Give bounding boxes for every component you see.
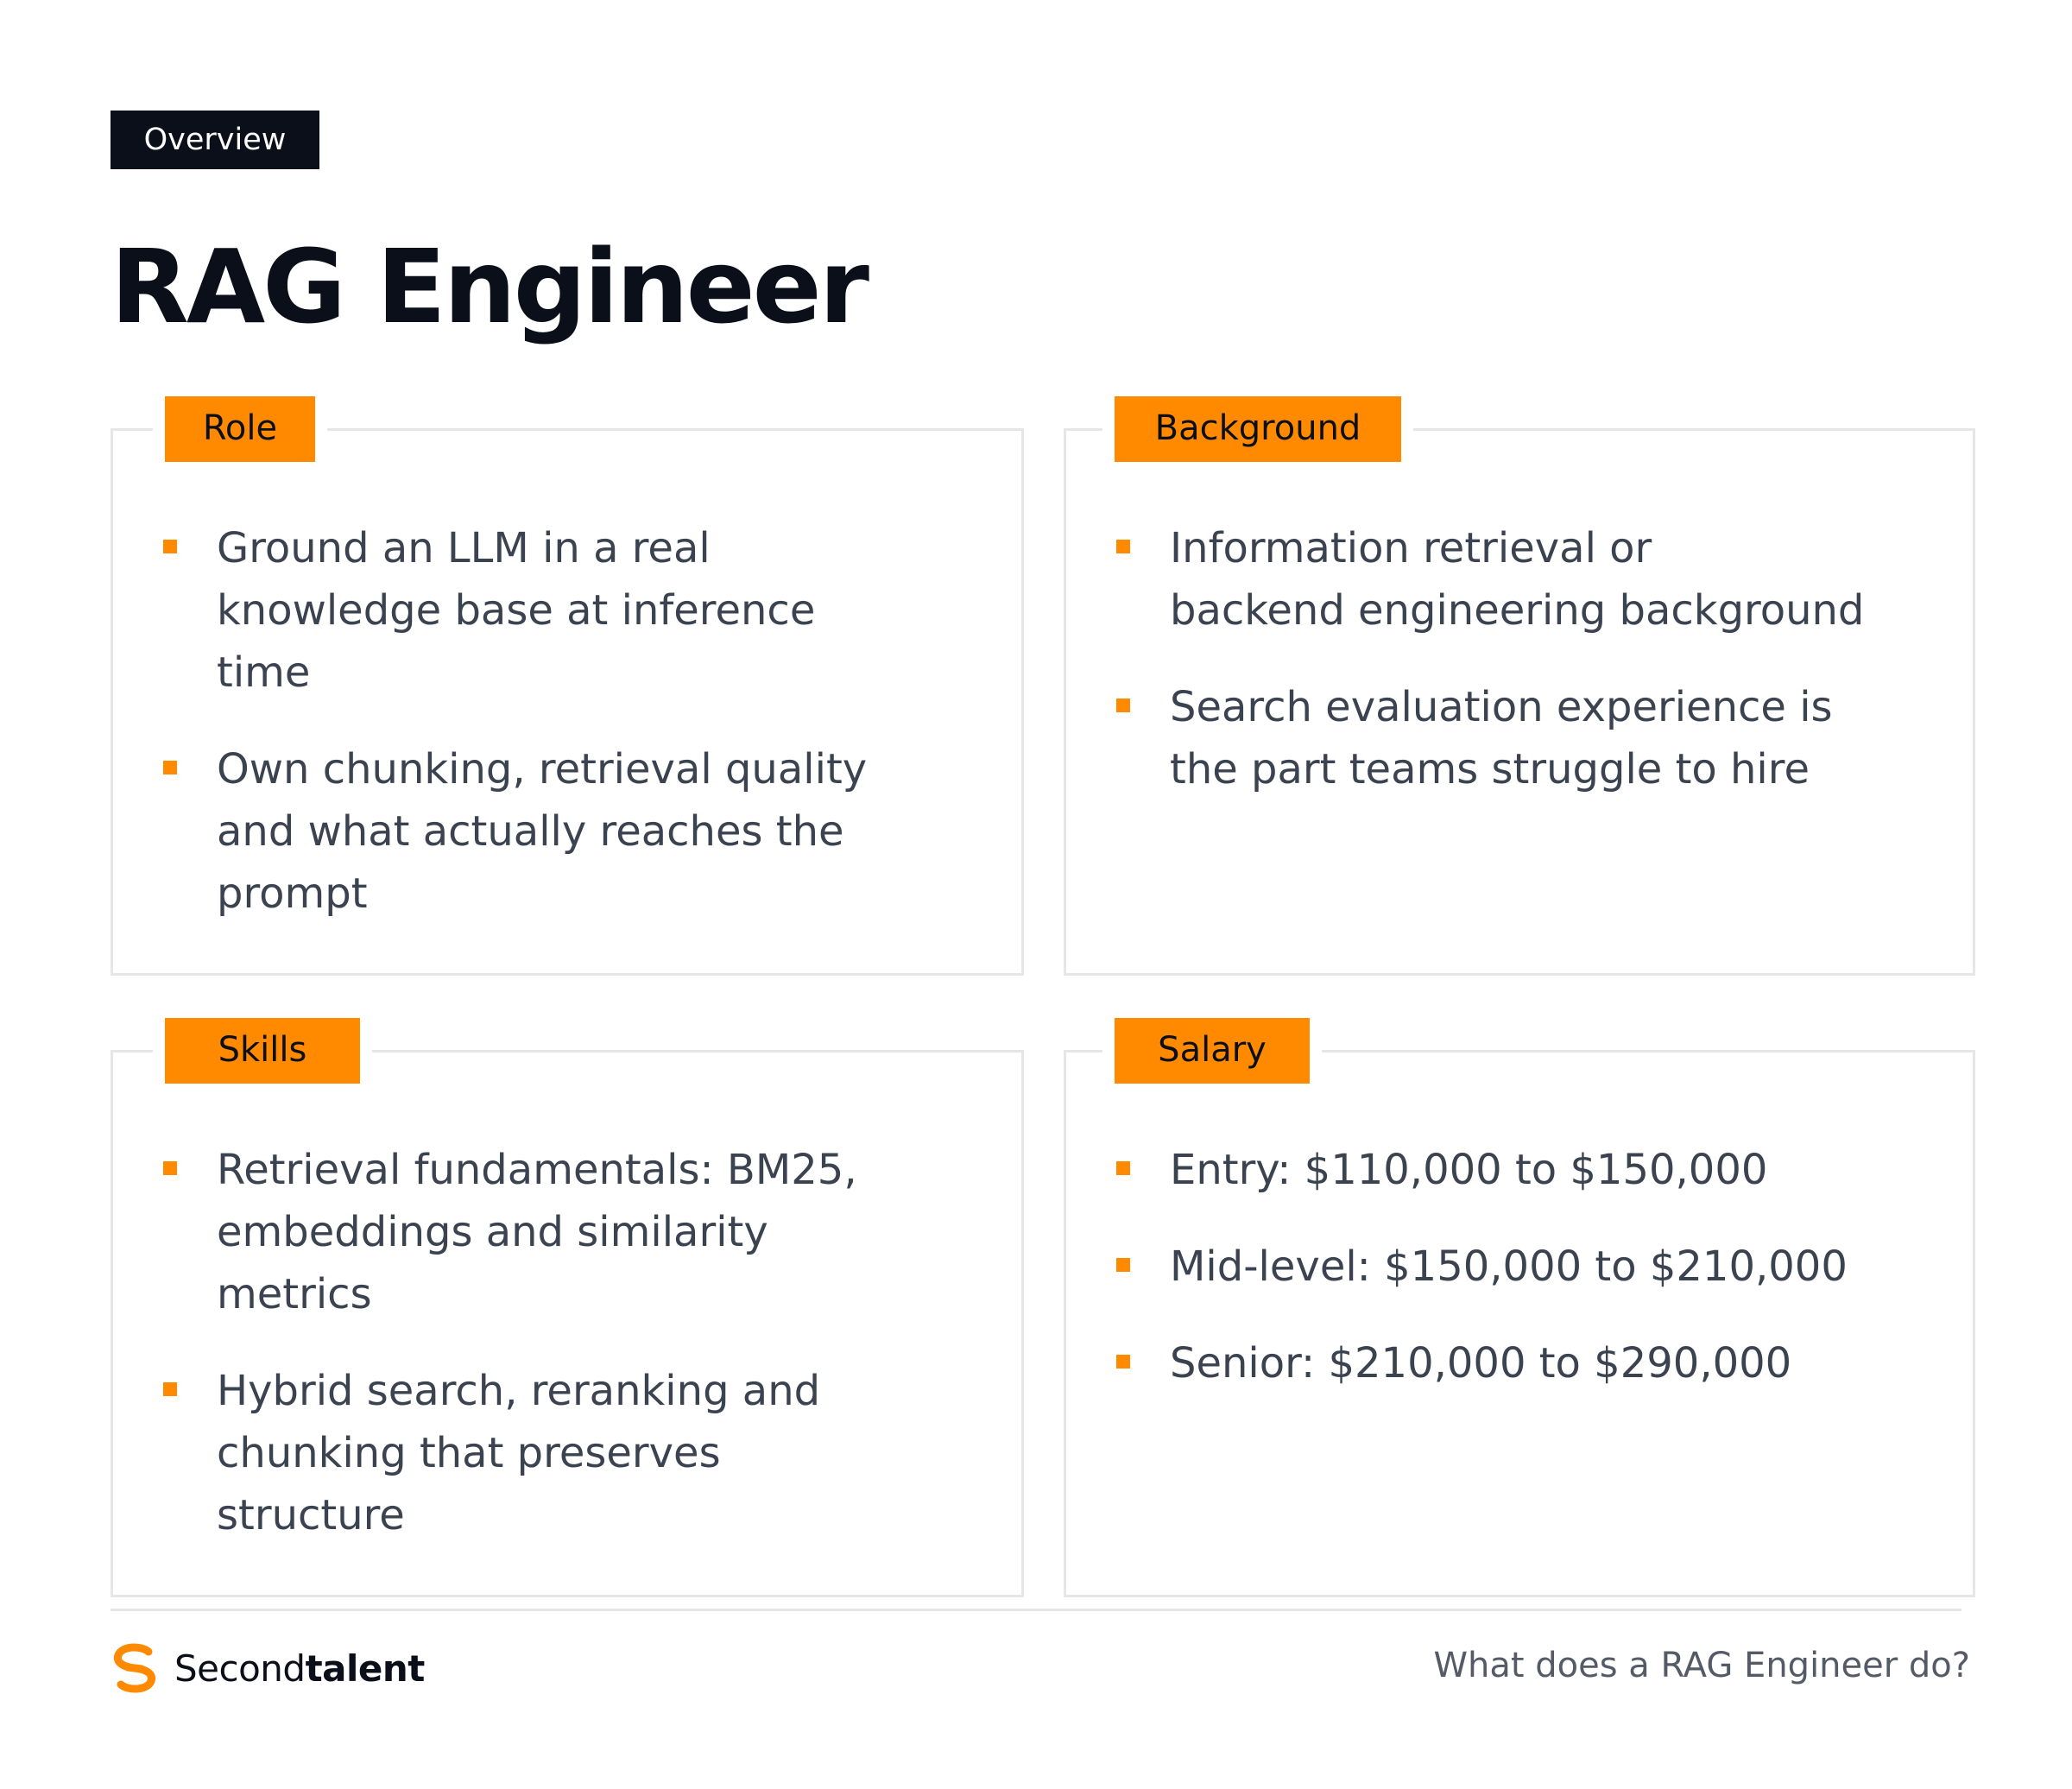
role-label: Role xyxy=(165,396,315,462)
overview-tag: Overview xyxy=(111,111,319,169)
brand-logo xyxy=(111,1640,425,1696)
bullet-square-icon xyxy=(163,761,177,774)
list-item: Own chunking, retrieval quality and what actually reaches the prompt xyxy=(163,738,987,925)
brand-name: Secondtalent xyxy=(174,1647,425,1690)
background-card xyxy=(1064,408,1975,976)
background-list xyxy=(1116,517,1938,835)
bullet-square-icon xyxy=(1116,699,1130,712)
list-item: Hybrid search, reranking and chunking that preserves structure xyxy=(163,1360,987,1546)
bullet-square-icon xyxy=(1116,540,1130,553)
secondtalent-s-logo-icon xyxy=(111,1643,159,1693)
list-item: Retrieval fundamentals: BM25, embeddings and similarity metrics xyxy=(163,1139,987,1325)
bullet-square-icon xyxy=(163,1382,177,1396)
page-title: RAG Engineer xyxy=(111,227,867,346)
list-item: Senior: $210,000 to $290,000 xyxy=(1116,1332,1938,1394)
bullet-square-icon xyxy=(163,1161,177,1175)
list-item: Entry: $110,000 to $150,000 xyxy=(1116,1139,1938,1201)
footer-divider xyxy=(111,1609,1961,1611)
skills-card xyxy=(111,1030,1024,1597)
skills-list xyxy=(163,1139,987,1581)
role-card xyxy=(111,408,1024,976)
role-list xyxy=(163,517,987,959)
list-item: Ground an LLM in a real knowledge base at inference time xyxy=(163,517,987,704)
salary-label: Salary xyxy=(1115,1018,1310,1084)
bullet-square-icon xyxy=(1116,1258,1130,1272)
list-item: Information retrieval or backend engineering background xyxy=(1116,517,1938,642)
bullet-square-icon xyxy=(163,540,177,553)
bullet-square-icon xyxy=(1116,1161,1130,1175)
salary-card xyxy=(1064,1030,1975,1597)
footer-question: What does a RAG Engineer do? xyxy=(1433,1646,1970,1685)
list-item: Mid-level: $150,000 to $210,000 xyxy=(1116,1236,1938,1298)
skills-label: Skills xyxy=(165,1018,360,1084)
list-item: Search evaluation experience is the part teams struggle to hire xyxy=(1116,676,1938,800)
bullet-square-icon xyxy=(1116,1355,1130,1369)
salary-list xyxy=(1116,1139,1938,1429)
background-label: Background xyxy=(1115,396,1401,462)
